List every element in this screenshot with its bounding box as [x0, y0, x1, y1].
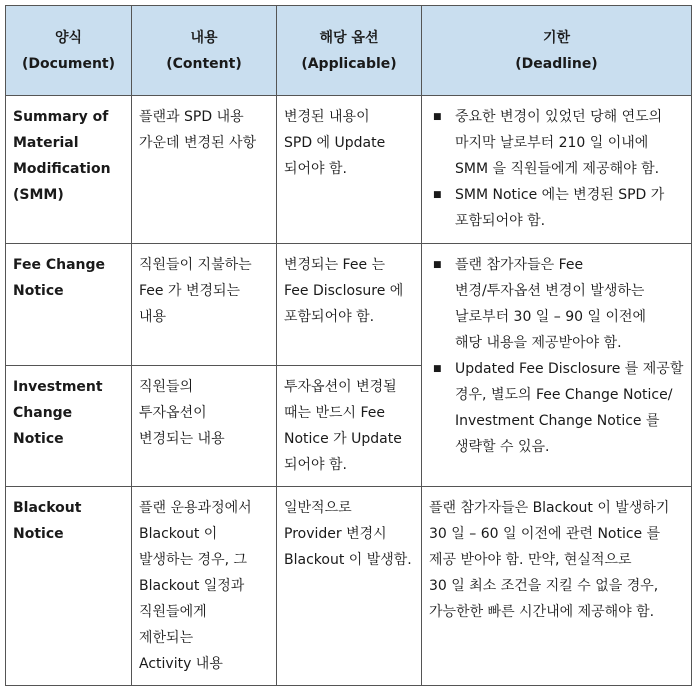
deadline-list: [429, 252, 684, 460]
document-cell: Fee Change Notice: [6, 244, 132, 366]
header-content: 내용 (Content): [132, 6, 277, 96]
table-row-fee-change: [6, 244, 692, 366]
deadline-cell-shared: [422, 244, 692, 487]
applicable-cell: 변경된 내용이 SPD 에 Update 되어야 함.: [277, 96, 422, 244]
document-cell: Investment Change Notice: [6, 366, 132, 487]
table-row-blackout: [6, 487, 692, 686]
list-item: ■ 플랜 참가자들은 Fee 변경/투자옵션 변경이 발생하는 날로부터 30 일 – 90 일 이전에 해당 내용을 제공받아야 함.: [455, 252, 684, 356]
list-item: ■ Updated Fee Disclosure 를 제공할 경우, 별도의 Fee Change Notice/ Investment Change Notice 를 생략할 수 있음.: [455, 356, 684, 460]
square-bullet-icon: ■: [433, 260, 442, 270]
list-item: ■ 중요한 변경이 있었던 당해 연도의 마지막 날로부터 210 일 이내에 SMM 을 직원들에게 제공해야 함.: [455, 104, 684, 182]
square-bullet-icon: ■: [433, 364, 442, 374]
content-cell: 직원들이 지불하는 Fee 가 변경되는 내용: [132, 244, 277, 366]
square-bullet-icon: ■: [433, 112, 442, 122]
table-row-smm: [6, 96, 692, 244]
content-cell: 직원들의 투자옵션이 변경되는 내용: [132, 366, 277, 487]
content-cell: 플랜 운용과정에서 Blackout 이 발생하는 경우, 그 Blackout 일정과 직원들에게 제한되는 Activity 내용: [132, 487, 277, 686]
deadline-cell: 플랜 참가자들은 Blackout 이 발생하기 30 일 – 60 일 이전에 관련 Notice 를 제공 받아야 함. 만약, 현실적으로 30 일 최소 조건을 지킬 수 없을 경우, 가능한한 빠른 시간내에 제공해야 함.: [422, 487, 692, 686]
deadline-cell: [422, 96, 692, 244]
document-table: [5, 5, 692, 686]
header-applicable: 해당 옵션 (Applicable): [277, 6, 422, 96]
square-bullet-icon: ■: [433, 190, 442, 200]
header-row: [6, 6, 692, 96]
applicable-cell: 일반적으로 Provider 변경시 Blackout 이 발생함.: [277, 487, 422, 686]
list-item: ■ SMM Notice 에는 변경된 SPD 가 포함되어야 함.: [455, 182, 684, 234]
applicable-cell: 변경되는 Fee 는 Fee Disclosure 에 포함되어야 함.: [277, 244, 422, 366]
content-cell: 플랜과 SPD 내용 가운데 변경된 사항: [132, 96, 277, 244]
deadline-list: [429, 104, 684, 234]
header-deadline: 기한 (Deadline): [422, 6, 692, 96]
header-document: 양식 (Document): [6, 6, 132, 96]
document-cell: Blackout Notice: [6, 487, 132, 686]
document-cell: Summary of Material Modification (SMM): [6, 96, 132, 244]
applicable-cell: 투자옵션이 변경될 때는 반드시 Fee Notice 가 Update 되어야 함.: [277, 366, 422, 487]
